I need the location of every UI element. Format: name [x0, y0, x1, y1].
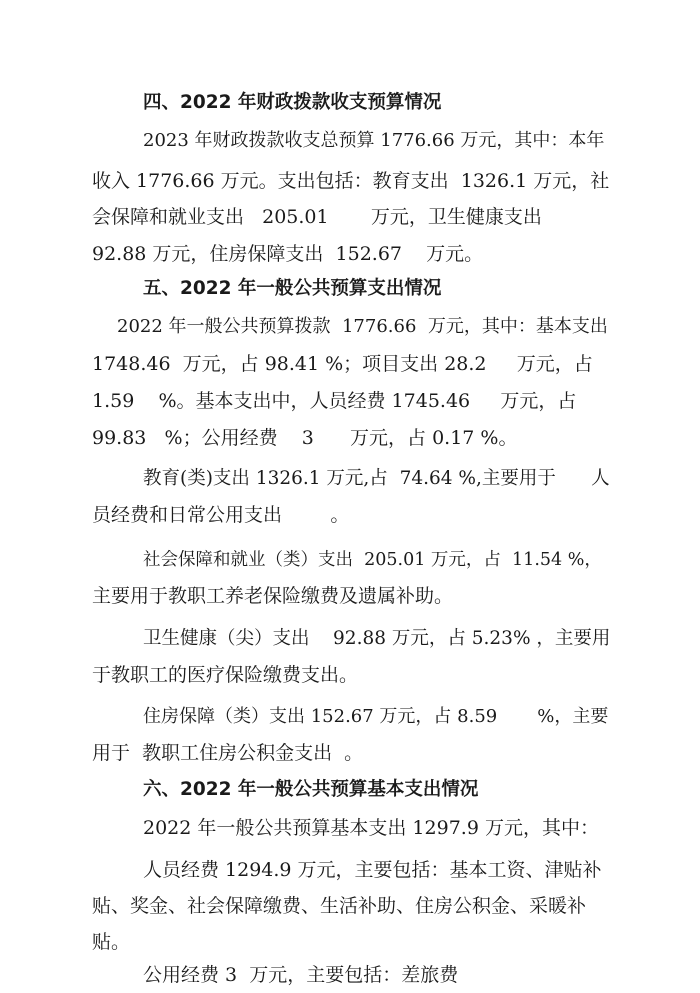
paragraph-line: 用于 教职工住房公积金支出 。 [92, 742, 364, 764]
section-heading: 四、2022 年财政拨款收支预算情况 [143, 92, 442, 113]
paragraph-line: 于教职工的医疗保险缴费支出。 [92, 664, 359, 686]
paragraph-line: 99.83 %；公用经费 3 万元，占 0.17 %。 [92, 427, 518, 449]
paragraph-line: 1.59 %。基本支出中，人员经费 1745.46 万元，占 [92, 390, 577, 412]
paragraph-line: 贴、奖金、社会保障缴费、生活补助、住房公积金、采暖补 [92, 895, 587, 917]
paragraph-line: 贴。 [92, 931, 131, 953]
paragraph-line: 2022 年一般公共预算拨款 1776.66 万元，其中：基本支出 [117, 316, 608, 337]
paragraph-line: 公用经费 3 万元，主要包括：差旅费 [143, 964, 459, 986]
paragraph-line: 教育(类)支出 1326.1 万元,占 74.64 %,主要用于 人 [143, 468, 610, 489]
paragraph-line: 会保障和就业支出 205.01 万元，卫生健康支出 [92, 206, 542, 228]
paragraph-line: 主要用于教职工养老保险缴费及遗属补助。 [92, 585, 454, 607]
paragraph-line: 92.88 万元，住房保障支出 152.67 万元。 [92, 243, 484, 265]
paragraph-line: 员经费和日常公用支出 。 [92, 504, 350, 526]
paragraph-line: 2023 年财政拨款收支总预算 1776.66 万元，其中：本年 [143, 130, 605, 151]
paragraph-line: 社会保障和就业（类）支出 205.01 万元，占 11.54 %， [143, 550, 602, 570]
section-heading: 五、2022 年一般公共预算支出情况 [143, 278, 442, 299]
section-heading: 六、2022 年一般公共预算基本支出情况 [143, 779, 479, 800]
paragraph-line: 住房保障（类）支出 152.67 万元，占 8.59 %，主要 [143, 706, 609, 727]
paragraph-line: 2022 年一般公共预算基本支出 1297.9 万元，其中： [143, 817, 599, 839]
paragraph-line: 收入 1776.66 万元。支出包括：教育支出 1326.1 万元，社 [92, 170, 610, 192]
paragraph-line: 1748.46 万元，占 98.41 %；项目支出 28.2 万元，占 [92, 353, 593, 375]
paragraph-line: 卫生健康（尖）支出 92.88 万元，占 5.23% ，主要用 [143, 628, 611, 649]
paragraph-line: 人员经费 1294.9 万元，主要包括：基本工资、津贴补 [143, 859, 602, 881]
